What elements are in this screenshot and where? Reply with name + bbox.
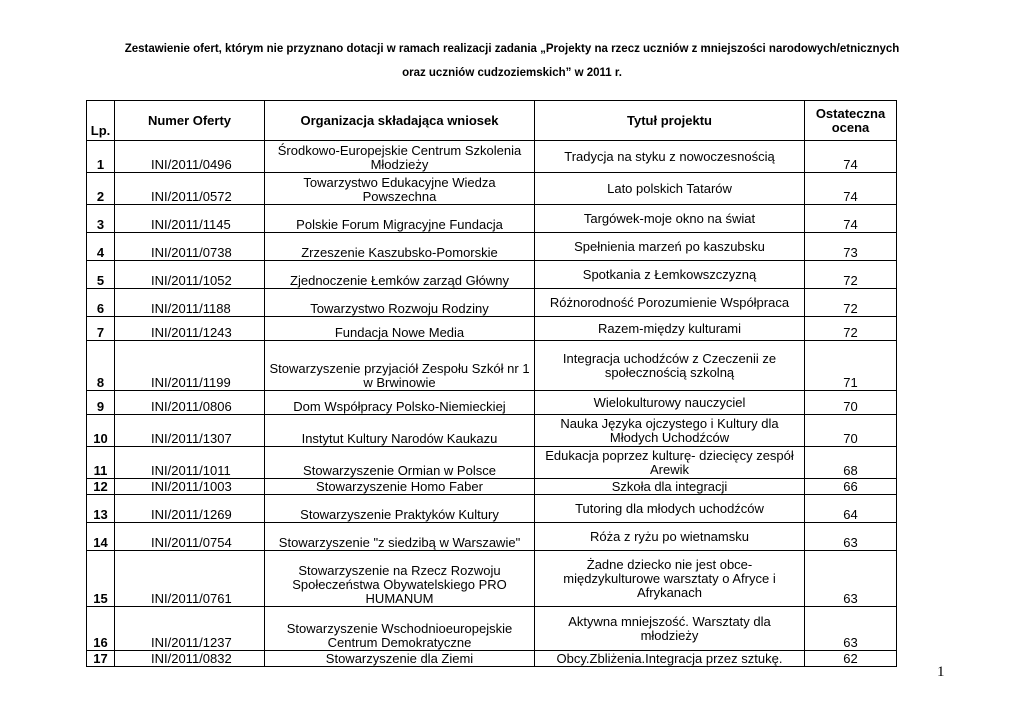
row-project-title: Spotkania z Łemkowszczyzną (535, 261, 805, 289)
row-project-title: Obcy.Zbliżenia.Integracja przez sztukę. (535, 651, 805, 667)
row-final-score: 70 (805, 391, 897, 415)
row-lp: 3 (87, 205, 115, 233)
row-final-score: 66 (805, 479, 897, 495)
row-lp: 14 (87, 523, 115, 551)
row-final-score: 64 (805, 495, 897, 523)
row-organization: Stowarzyszenie Ormian w Polsce (265, 447, 535, 479)
row-final-score: 72 (805, 317, 897, 341)
row-organization: Stowarzyszenie na Rzecz Rozwoju Społeczeństwa Obywatelskiego PRO HUMANUM (265, 551, 535, 607)
row-project-title: Targówek-moje okno na świat (535, 205, 805, 233)
row-final-score: 63 (805, 607, 897, 651)
row-final-score: 74 (805, 141, 897, 173)
row-offer-number: INI/2011/1188 (115, 289, 265, 317)
row-offer-number: INI/2011/0806 (115, 391, 265, 415)
row-project-title: Tutoring dla młodych uchodźców (535, 495, 805, 523)
row-project-title: Żadne dziecko nie jest obce- międzykulturowe warsztaty o Afryce i Afrykanach (535, 551, 805, 607)
row-final-score: 63 (805, 523, 897, 551)
row-offer-number: INI/2011/1307 (115, 415, 265, 447)
row-project-title: Szkoła dla integracji (535, 479, 805, 495)
row-lp: 15 (87, 551, 115, 607)
row-organization: Towarzystwo Edukacyjne Wiedza Powszechna (265, 173, 535, 205)
header-final-score: Ostateczna ocena (805, 101, 897, 141)
row-final-score: 73 (805, 233, 897, 261)
table-row (87, 261, 897, 289)
row-project-title: Lato polskich Tatarów (535, 173, 805, 205)
row-organization: Instytut Kultury Narodów Kaukazu (265, 415, 535, 447)
row-organization: Stowarzyszenie Praktyków Kultury (265, 495, 535, 523)
row-lp: 4 (87, 233, 115, 261)
table-row (87, 233, 897, 261)
row-offer-number: INI/2011/0496 (115, 141, 265, 173)
row-lp: 1 (87, 141, 115, 173)
row-project-title: Spełnienia marzeń po kaszubsku (535, 233, 805, 261)
table-header-row (87, 101, 897, 141)
row-final-score: 71 (805, 341, 897, 391)
page-number: 1 (937, 664, 945, 680)
row-offer-number: INI/2011/1003 (115, 479, 265, 495)
document-title-line-1: Zestawienie ofert, którym nie przyznano dotacji w ramach realizacji zadania „Projekty na rzecz uczniów z mniejszości narodowych/etnicznych (124, 43, 900, 55)
row-lp: 13 (87, 495, 115, 523)
header-organization: Organizacja składająca wniosek (265, 101, 535, 141)
table-row (87, 447, 897, 479)
row-organization: Polskie Forum Migracyjne Fundacja (265, 205, 535, 233)
table-row (87, 651, 897, 667)
row-lp: 9 (87, 391, 115, 415)
row-project-title: Integracja uchodźców z Czeczenii ze społecznością szkolną (535, 341, 805, 391)
row-organization: Fundacja Nowe Media (265, 317, 535, 341)
row-final-score: 72 (805, 289, 897, 317)
row-project-title: Tradycja na styku z nowoczesnością (535, 141, 805, 173)
table-row (87, 205, 897, 233)
row-offer-number: INI/2011/1269 (115, 495, 265, 523)
table-row (87, 391, 897, 415)
table-row (87, 495, 897, 523)
row-organization: Dom Współpracy Polsko-Niemieckiej (265, 391, 535, 415)
table-row (87, 289, 897, 317)
row-offer-number: INI/2011/1199 (115, 341, 265, 391)
row-lp: 17 (87, 651, 115, 667)
row-lp: 7 (87, 317, 115, 341)
row-organization: Zjednoczenie Łemków zarząd Główny (265, 261, 535, 289)
row-final-score: 74 (805, 173, 897, 205)
row-organization: Stowarzyszenie dla Ziemi (265, 651, 535, 667)
row-offer-number: INI/2011/1052 (115, 261, 265, 289)
row-project-title: Aktywna mniejszość. Warsztaty dla młodzieży (535, 607, 805, 651)
row-organization: Środkowo-Europejskie Centrum Szkolenia Młodzieży (265, 141, 535, 173)
row-lp: 16 (87, 607, 115, 651)
table-row (87, 141, 897, 173)
row-offer-number: INI/2011/0738 (115, 233, 265, 261)
table-row (87, 523, 897, 551)
row-offer-number: INI/2011/0832 (115, 651, 265, 667)
header-lp: Lp. (87, 101, 115, 141)
row-organization: Stowarzyszenie Wschodnioeuropejskie Centrum Demokratyczne (265, 607, 535, 651)
row-project-title: Nauka Języka ojczystego i Kultury dla Młodych Uchodźców (535, 415, 805, 447)
row-offer-number: INI/2011/1243 (115, 317, 265, 341)
row-lp: 5 (87, 261, 115, 289)
row-lp: 12 (87, 479, 115, 495)
row-organization: Towarzystwo Rozwoju Rodziny (265, 289, 535, 317)
row-project-title: Razem-między kulturami (535, 317, 805, 341)
row-project-title: Róża z ryżu po wietnamsku (535, 523, 805, 551)
table-row (87, 173, 897, 205)
row-final-score: 68 (805, 447, 897, 479)
row-lp: 2 (87, 173, 115, 205)
row-offer-number: INI/2011/0572 (115, 173, 265, 205)
row-offer-number: INI/2011/0761 (115, 551, 265, 607)
row-final-score: 70 (805, 415, 897, 447)
table-row (87, 341, 897, 391)
table-row (87, 317, 897, 341)
table-row (87, 607, 897, 651)
header-project-title: Tytuł projektu (535, 101, 805, 141)
row-final-score: 62 (805, 651, 897, 667)
offers-table (86, 100, 897, 667)
row-project-title: Różnorodność Porozumienie Współpraca (535, 289, 805, 317)
table-row (87, 551, 897, 607)
header-offer-number: Numer Oferty (115, 101, 265, 141)
row-offer-number: INI/2011/1011 (115, 447, 265, 479)
row-lp: 6 (87, 289, 115, 317)
row-offer-number: INI/2011/1237 (115, 607, 265, 651)
row-lp: 10 (87, 415, 115, 447)
row-lp: 11 (87, 447, 115, 479)
table-row (87, 415, 897, 447)
row-offer-number: INI/2011/0754 (115, 523, 265, 551)
row-offer-number: INI/2011/1145 (115, 205, 265, 233)
row-project-title: Wielokulturowy nauczyciel (535, 391, 805, 415)
row-final-score: 63 (805, 551, 897, 607)
row-organization: Stowarzyszenie "z siedzibą w Warszawie" (265, 523, 535, 551)
row-final-score: 74 (805, 205, 897, 233)
row-lp: 8 (87, 341, 115, 391)
table-row (87, 479, 897, 495)
row-organization: Zrzeszenie Kaszubsko-Pomorskie (265, 233, 535, 261)
row-organization: Stowarzyszenie przyjaciół Zespołu Szkół nr 1 w Brwinowie (265, 341, 535, 391)
row-final-score: 72 (805, 261, 897, 289)
row-project-title: Edukacja poprzez kulturę- dziecięcy zespół Arewik (535, 447, 805, 479)
document-title-line-2: oraz uczniów cudzoziemskich” w 2011 r. (402, 67, 622, 79)
row-organization: Stowarzyszenie Homo Faber (265, 479, 535, 495)
